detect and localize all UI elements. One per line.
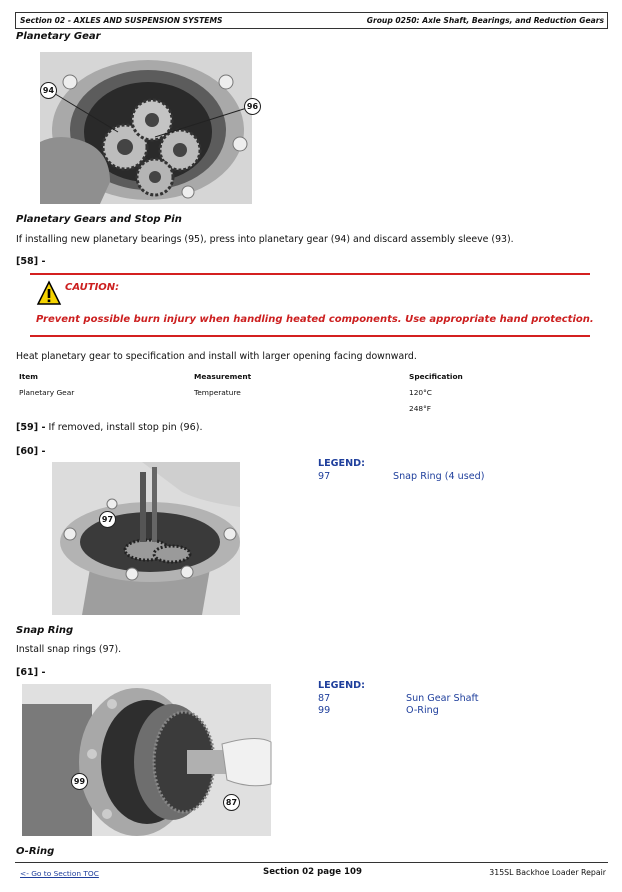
step-59 [16, 422, 203, 433]
callout-99: 99 [71, 773, 88, 790]
table-header-item: Item [19, 372, 38, 381]
legend-2-desc-87: Sun Gear Shaft [406, 693, 479, 704]
caution-title: CAUTION: [65, 282, 120, 293]
legend-2-desc-99: O-Ring [406, 705, 439, 716]
snap-ring-heading: Snap Ring [16, 625, 74, 636]
table-cell-item: Planetary Gear [19, 388, 75, 397]
table-header-measurement: Measurement [194, 372, 252, 381]
go-to-section-toc-link[interactable]: <- Go to Section TOC [20, 869, 99, 878]
snap-ring-text: Install snap rings (97). [16, 644, 122, 655]
step-58: [58] - [16, 256, 46, 267]
callout-96: 96 [244, 98, 261, 115]
page-header [15, 12, 608, 29]
o-ring-illustration [22, 684, 271, 836]
callout-94: 94 [40, 82, 57, 99]
heat-instruction: Heat planetary gear to specification and install with larger opening facing downward. [16, 351, 417, 362]
manual-title: 315SL Backhoe Loader Repair [489, 868, 606, 877]
legend-1-title: LEGEND: [318, 458, 365, 469]
caution-top-rule [30, 273, 590, 275]
caution-bottom-rule [30, 335, 590, 337]
table-header-specification: Specification [409, 372, 463, 381]
caution-text: Prevent possible burn injury when handling heated components. Use appropriate hand protection. [36, 314, 594, 325]
legend-1-num-97: 97 [318, 471, 331, 482]
callout-87: 87 [223, 794, 240, 811]
table-cell-measurement: Temperature [194, 388, 241, 397]
o-ring-heading: O-Ring [16, 846, 55, 857]
legend-2-num-87: 87 [318, 693, 331, 704]
legend-2-num-99: 99 [318, 705, 331, 716]
callout-97: 97 [99, 511, 116, 528]
gears-stop-pin-heading: Planetary Gears and Stop Pin [16, 214, 182, 225]
planetary-gear-illustration [40, 52, 252, 204]
snap-ring-photo [52, 462, 240, 615]
warning-triangle-icon [37, 281, 61, 305]
step-59-number: [59] - [16, 422, 46, 433]
step-60: [60] - [16, 446, 46, 457]
planetary-gear-heading: Planetary Gear [16, 31, 101, 42]
table-cell-spec-fahrenheit: 248°F [409, 404, 432, 413]
step-61: [61] - [16, 667, 46, 678]
gears-stop-pin-text: If installing new planetary bearings (95), press into planetary gear (94) and discard assembly sleeve (93). [16, 234, 514, 245]
table-cell-spec-celsius: 120°C [409, 388, 432, 397]
legend-1-desc-97: Snap Ring (4 used) [393, 471, 485, 482]
o-ring-photo [22, 684, 271, 836]
step-59-text: If removed, install stop pin (96). [48, 422, 203, 433]
page-number: Section 02 page 109 [263, 867, 362, 877]
snap-ring-illustration [52, 462, 240, 615]
legend-2-title: LEGEND: [318, 680, 365, 691]
footer-rule [15, 862, 608, 863]
group-title: Group 0250: Axle Shaft, Bearings, and Reduction Gears [366, 16, 604, 25]
planetary-gear-photo [40, 52, 259, 204]
section-title: Section 02 - AXLES AND SUSPENSION SYSTEMS [20, 16, 223, 25]
